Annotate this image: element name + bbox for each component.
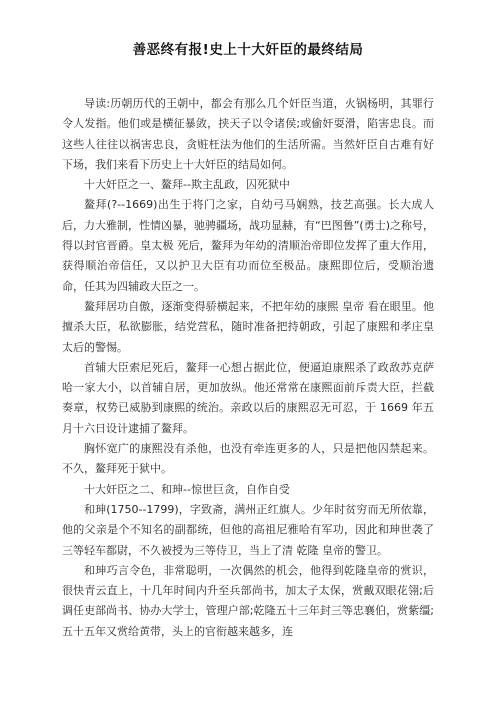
section-heading-1: 十大奸臣之一、鳌拜--欺主乱政，囚死狱中 [84,178,290,192]
page-title: 善恶终有报!史上十大奸臣的最终结局 [132,42,364,58]
paragraph: 胸怀宽广的康熙没有杀他，也没有牵连更多的人，只是把他囚禁起来。不久，鳌拜死于狱中。 [62,442,434,476]
paragraph: 鳌拜居功自傲，逐渐变得骄横起来，不把年幼的康熙 皇帝 看在眼里。他擅杀大臣，私欲膨胀，结党营私，随时准备把持朝政，引起了康熙和孝庄皇太后的警惕。 [62,299,434,354]
intro-paragraph: 导读:历朝历代的王朝中，都会有那么几个奸臣当道，火锅杨明，其罪行令人发指。他们或是横征暴敛，挟天子以令诸侯;或偷奸耍滑，陷害忠良。而这些人往往以祸害忠良，贪赃枉法为他们的生活所需。当然奸臣自古难有好下场，我们来看下历史上十大奸臣的结局如何。 [62,97,434,171]
article-body [62,94,434,642]
paragraph: 和珅(1750--1799)，字致斋，满州正红旗人。少年时贫穷而无所依靠，他的父亲是个不知名的副都统，但他的高祖尼雅哈有军功，因此和珅世袭了三等轻车都尉，不久被授为三等侍卫，当上了清 乾隆 皇帝的警卫。 [62,502,434,557]
paragraph: 鳌拜(?--1669)出生于将门之家，自幼弓马娴熟，技艺高强。长大成人后，力大雅制，性情凶暴，驰骋疆场，战功显赫，有“巴图鲁”(勇士)之称号，得以封官晋爵。皇太极 死后，鳌拜为年幼的清顺治帝即位发挥了重大作用，获得顺治帝信任，又以护卫大臣有功而位至极品。康熙即位后，受顺治遗命，任其为四辅政大臣之一。 [62,198,434,293]
paragraph: 首辅大臣索尼死后，鳌拜一心想占据此位，便逼迫康熙杀了政敌苏克萨哈一家大小，以首辅自居，更加放纵。他还常常在康熙面前斥责大臣，拦截奏章，权势已威胁到康熙的统治。亲政以后的康熙忍无可忍，于 1669 年五月十六日设计逮捕了鳌拜。 [62,360,434,435]
section-heading-2: 十大奸臣之二、和珅--惊世巨贪，自作自受 [84,482,290,496]
paragraph: 和珅巧言令色，非常聪明，一次偶然的机会，他得到乾隆皇帝的赏识，很快青云直上，十几年时间内升至兵部尚书，加太子太保，赏戴双眼花翎;后调任吏部尚书、协办大学士，管理户部;乾隆五十三年封三等忠襄伯，赏紫缰;五十五年又赏给黄带，头上的官衔越来越多，连 [62,563,434,638]
